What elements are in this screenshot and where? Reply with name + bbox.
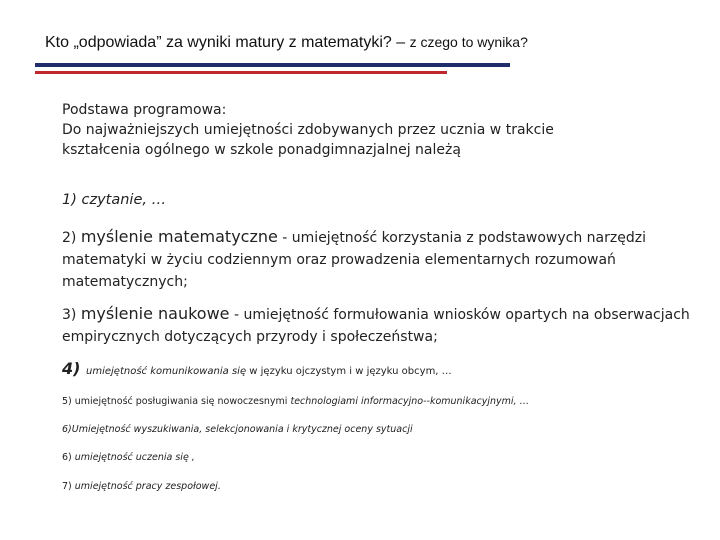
list-item-emphasis: umiejętność uczenia się , <box>74 452 195 463</box>
intro-line: Podstawa programowa: <box>62 102 227 118</box>
intro-block <box>62 100 682 160</box>
intro-line: kształcenia ogólnego w szkole ponadgimnazjalnej należą <box>62 142 461 158</box>
list-item-emphasis: technologiami informacyjno--komunikacyjnymi, … <box>290 396 530 407</box>
list-item-text: w języku ojczystym i w języku obcym, … <box>246 366 452 377</box>
list-item-1: 1) czytanie, … <box>62 192 167 208</box>
list-item-text: - umiejętność korzystania z podstawowych narzędzi matematyki w życiu codziennym oraz prowadzenia elementarnych rozumowań matematycznych; <box>62 230 646 290</box>
list-item-8 <box>62 481 692 492</box>
list-item-7 <box>62 452 692 463</box>
intro-line: Do najważniejszych umiejętności zdobywanych przez ucznia w trakcie <box>62 122 554 138</box>
list-item-number: 6) <box>62 452 75 463</box>
list-item-number: 4) <box>62 359 87 378</box>
list-item-number: 7) <box>62 481 75 492</box>
list-item-3 <box>62 303 692 348</box>
title-rule-red <box>35 71 447 74</box>
list-item-heading: myślenie naukowe <box>80 304 230 323</box>
list-item-6: 6)Umiejętność wyszukiwania, selekcjonowania i krytycznej oceny sytuacji <box>62 424 413 435</box>
title-rule-blue <box>35 63 510 67</box>
list-item-emphasis: umiejętność pracy zespołowej. <box>74 481 221 492</box>
list-item-number: 2) <box>62 230 81 246</box>
list-item-number: 3) <box>62 307 81 323</box>
slide-title-sub: z czego to wynika? <box>409 34 528 50</box>
list-item-4 <box>62 359 692 378</box>
list-item-emphasis: umiejętność komunikowania się <box>86 366 247 377</box>
slide-title-main: Kto „odpowiada” za wyniki matury z matematyki? – <box>45 34 410 51</box>
list-item-text: - umiejętność formułowania wniosków opartych na obserwacjach empirycznych dotyczących przyrody i społeczeństwa; <box>62 307 690 345</box>
list-item-5 <box>62 396 692 407</box>
list-item-heading: myślenie matematyczne <box>80 227 278 246</box>
list-item-text: 5) umiejętność posługiwania się nowoczesnymi <box>62 396 291 407</box>
list-item-2 <box>62 226 692 293</box>
slide-title <box>45 34 705 52</box>
